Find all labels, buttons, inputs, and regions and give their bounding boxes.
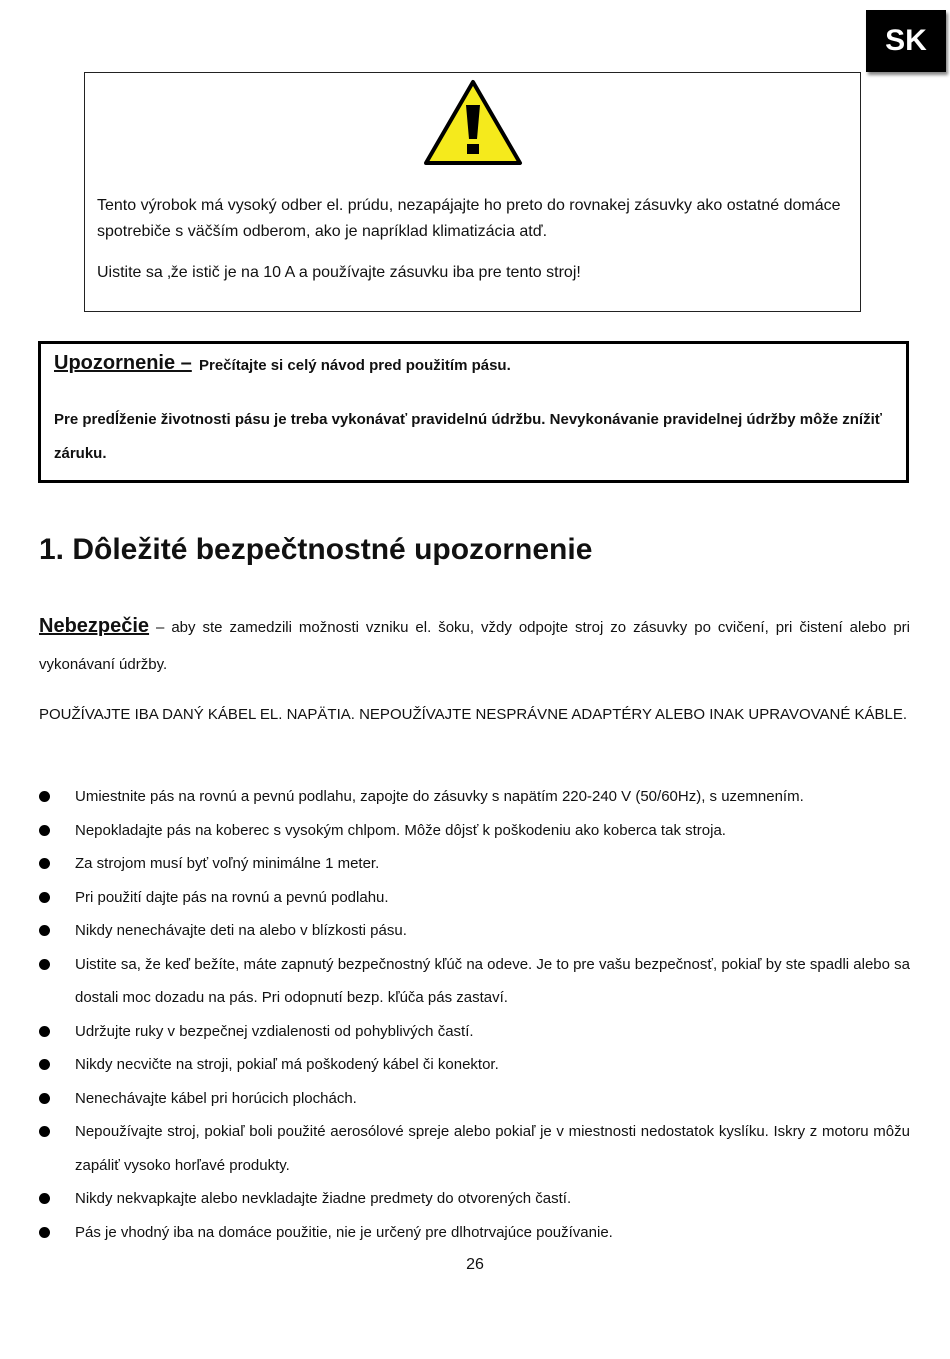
warning-triangle-icon bbox=[423, 77, 523, 167]
list-item: Nepokladajte pás na koberec s vysokým chlpom. Môže dôjsť k poškodeniu ako koberca tak stroja. bbox=[39, 814, 910, 848]
danger-label: Nebezpečie bbox=[39, 615, 150, 637]
danger-text: – aby ste zamedzili možnosti vzniku el. šoku, vždy odpojte stroj zo zásuvky po cvičení, pri čistení alebo pri vykonávaní údržby. bbox=[39, 619, 910, 673]
list-item: Pri použití dajte pás na rovnú a pevnú podlahu. bbox=[39, 881, 910, 915]
list-item: Udržujte ruky v bezpečnej vzdialenosti od pohyblivých častí. bbox=[39, 1015, 910, 1049]
warning-text-1: Tento výrobok má vysoký odber el. prúdu, nezapájajte ho preto do rovnakej zásuvky ako ostatné domáce spotrebiče s väčším odberom, ako je napríklad klimatizácia atď. bbox=[97, 197, 841, 240]
warning-text-2: Uistite sa ‚že istič je na 10 A a používajte zásuvku iba pre tento stroj! bbox=[97, 264, 581, 281]
warning-box bbox=[84, 72, 861, 312]
notice-subtitle: Prečítajte si celý návod pred použitím pásu. bbox=[199, 357, 511, 374]
cable-warning: POUŽÍVAJTE IBA DANÝ KÁBEL EL. NAPÄTIA. NEPOUŽÍVAJTE NESPRÁVNE ADAPTÉRY ALEBO INAK UPRAVOVANÉ KÁBLE. bbox=[39, 706, 908, 723]
list-item: Pás je vhodný iba na domáce použitie, nie je určený pre dlhotrvajúce používanie. bbox=[39, 1216, 910, 1250]
safety-list bbox=[39, 780, 910, 1249]
list-item: Nepoužívajte stroj, pokiaľ boli použité aerosólové spreje alebo pokiaľ je v miestnosti nedostatok kyslíku. Iskry z motoru môžu zapáliť vysoko horľavé produkty. bbox=[39, 1115, 910, 1182]
list-item: Uistite sa, že keď bežíte, máte zapnutý bezpečnostný kľúč na odeve. Je to pre vašu bezpečnosť, pokiaľ by ste spadli alebo sa dostali moc dozadu na pás. Pri odopnutí bezp. kľúča pás zastaví. bbox=[39, 948, 910, 1015]
danger-paragraph bbox=[39, 608, 910, 683]
list-item: Za strojom musí byť voľný minimálne 1 meter. bbox=[39, 847, 910, 881]
list-item: Nikdy nenechávajte deti na alebo v blízkosti pásu. bbox=[39, 914, 910, 948]
notice-box bbox=[38, 341, 909, 483]
list-item: Umiestnite pás na rovnú a pevnú podlahu, zapojte do zásuvky s napätím 220-240 V (50/60Hz), s uzemnením. bbox=[39, 780, 910, 814]
list-item: Nikdy nekvapkajte alebo nevkladajte žiadne predmety do otvorených častí. bbox=[39, 1182, 910, 1216]
list-item: Nikdy necvičte na stroji, pokiaľ má poškodený kábel či konektor. bbox=[39, 1048, 910, 1082]
language-tab: SK bbox=[866, 10, 946, 72]
notice-title: Upozornenie – bbox=[54, 352, 192, 374]
list-item: Nenechávajte kábel pri horúcich plochách. bbox=[39, 1082, 910, 1116]
page-number: 26 bbox=[466, 1256, 484, 1273]
notice-body: Pre predĺženie životnosti pásu je treba vykonávať pravidelnú údržbu. Nevykonávanie pravidelnej údržby môže znížiť záruku. bbox=[54, 411, 882, 462]
section-heading: 1. Dôležité bezpečtnostné upozornenie bbox=[39, 533, 593, 566]
